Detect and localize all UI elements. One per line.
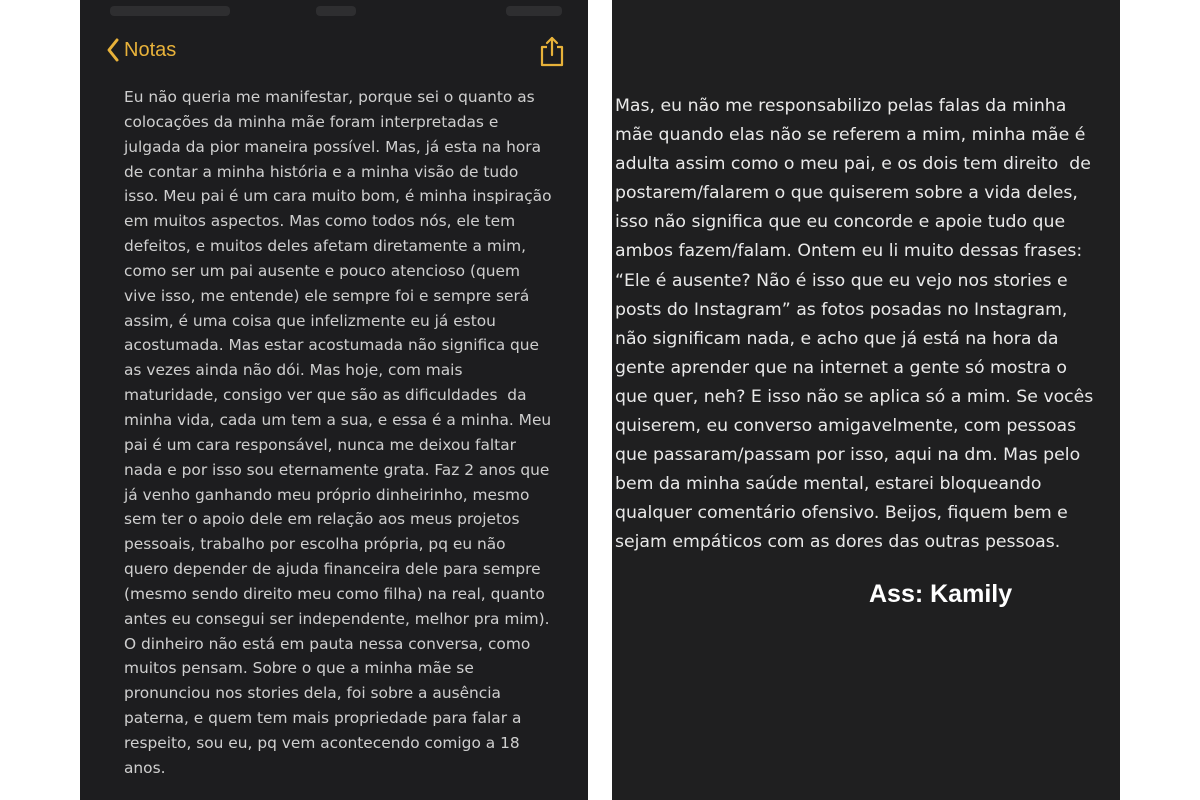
note-line: julgada da pior maneira possível. Mas, já esta na hora xyxy=(124,137,542,156)
note-line: em muitos aspectos. Mas como todos nós, ele tem xyxy=(124,212,516,231)
story-line: que passaram/passam por isso, aqui na dm. Mas pelo xyxy=(615,445,1081,466)
note-line: assim, é uma coisa que infelizmente eu já estou xyxy=(124,311,496,330)
story-line: ambos fazem/falam. Ontem eu li muito dessas frases: xyxy=(615,241,1083,262)
story-line: isso não significa que eu concorde e apoie tudo que xyxy=(615,212,1066,233)
note-line: respeito, sou eu, pq vem acontecendo comigo a 18 xyxy=(124,733,520,752)
note-line: maturidade, consigo ver que são as dificuldades da xyxy=(124,386,527,405)
story-line: que quer, neh? E isso não se aplica só a mim. Se vocês xyxy=(615,386,1094,407)
note-line: vive isso, me entende) ele sempre foi e sempre será xyxy=(124,286,530,305)
status-bar-battery xyxy=(506,6,562,16)
note-line: (mesmo sendo direito meu como filha) na real, quanto xyxy=(124,584,545,603)
status-bar xyxy=(80,0,588,22)
note-line: paterna, e quem tem mais propriedade para falar a xyxy=(124,709,522,728)
story-line: qualquer comentário ofensivo. Beijos, fiquem bem e xyxy=(615,503,1068,524)
story-line: Mas, eu não me responsabilizo pelas falas da minha xyxy=(615,96,1067,116)
story-line: posts do Instagram” as fotos posadas no Instagram, xyxy=(615,299,1068,320)
note-line: pessoais, trabalho por escolha própria, pq eu não xyxy=(124,535,506,554)
story-line: adulta assim como o meu pai, e os dois tem direito de xyxy=(615,154,1091,175)
note-line: defeitos, e muitos deles afetam diretamente a mim, xyxy=(124,237,527,256)
story-body xyxy=(615,92,1120,558)
story-line: não significam nada, e acho que já está na hora da xyxy=(615,328,1059,349)
note-line: já venho ganhando meu próprio dinheirinho, mesmo xyxy=(124,485,530,504)
note-line: colocações da minha mãe foram interpretadas e xyxy=(124,112,499,131)
back-button[interactable] xyxy=(106,36,176,64)
back-label: Notas xyxy=(124,39,177,61)
note-line: pai é um cara responsável, nunca me deixou faltar xyxy=(124,435,516,454)
chevron-left-icon xyxy=(106,37,120,63)
status-bar-time xyxy=(316,6,356,16)
note-line: nada e por isso sou eternamente grata. Faz 2 anos que xyxy=(124,460,550,479)
note-line: as vezes ainda não dói. Mas hoje, com mais xyxy=(124,361,463,380)
story-line: quiserem, eu converso amigavelmente, com pessoas xyxy=(615,416,1077,437)
share-icon xyxy=(538,36,566,68)
note-line: minha vida, cada um tem a sua, e essa é a minha. Meu xyxy=(124,410,552,429)
note-line: anos. xyxy=(124,758,166,777)
notes-screenshot xyxy=(80,0,588,800)
note-line: muitos pensam. Sobre o que a minha mãe se xyxy=(124,659,474,678)
story-line: sejam empáticos com as dores das outras pessoas. xyxy=(615,532,1061,553)
note-line: sem ter o apoio dele em relação aos meus projetos xyxy=(124,510,520,529)
note-line: Eu não queria me manifestar, porque sei o quanto as xyxy=(124,88,535,106)
note-line: isso. Meu pai é um cara muito bom, é minha inspiração xyxy=(124,187,552,206)
note-body[interactable] xyxy=(124,85,574,781)
note-line: antes eu consegui ser independente, melhor pra mim). xyxy=(124,609,550,628)
signature: Ass: Kamily xyxy=(869,580,1013,608)
story-line: postarem/falarem o que quiserem sobre a vida deles, xyxy=(615,183,1078,204)
note-line: acostumada. Mas estar acostumada não significa que xyxy=(124,336,540,355)
story-line: “Ele é ausente? Não é isso que eu vejo nos stories e xyxy=(615,270,1068,291)
note-line: pronunciou nos stories dela, foi sobre a ausência xyxy=(124,684,501,703)
note-line: O dinheiro não está em pauta nessa conversa, como xyxy=(124,634,531,653)
story-screenshot xyxy=(612,0,1120,800)
story-line: mãe quando elas não se referem a mim, minha mãe é xyxy=(615,125,1086,146)
status-bar-carrier xyxy=(110,6,230,16)
note-line: quero depender de ajuda financeira dele para sempre xyxy=(124,560,541,579)
note-line: como ser um pai ausente e pouco atencioso (quem xyxy=(124,261,520,280)
share-button[interactable] xyxy=(538,36,566,68)
story-line: bem da minha saúde mental, estarei bloqueando xyxy=(615,474,1042,495)
story-line: gente aprender que na internet a gente só mostra o xyxy=(615,357,1067,378)
note-line: de contar a minha história e a minha visão de tudo xyxy=(124,162,519,181)
